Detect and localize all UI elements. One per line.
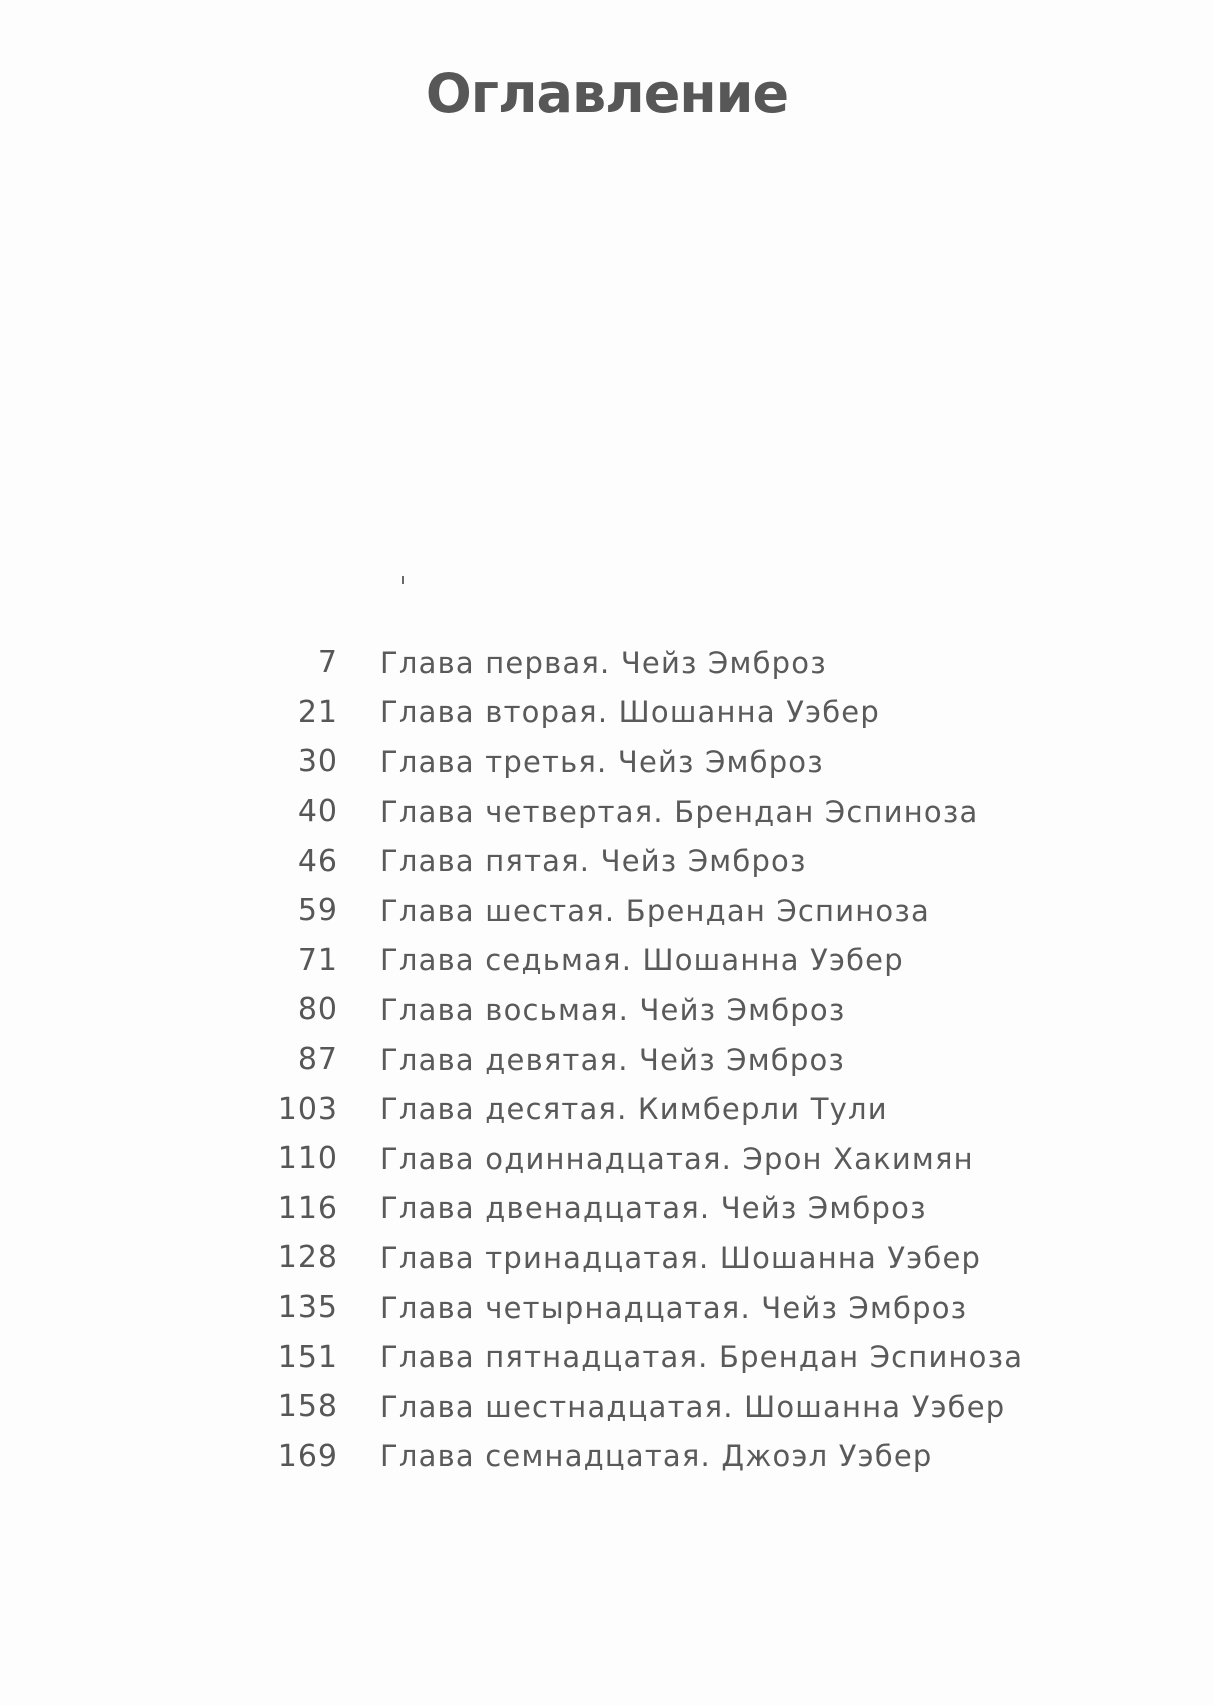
toc-entry[interactable] [0, 1283, 1214, 1333]
toc-page-number: 169 [277, 1438, 338, 1474]
toc-chapter-title: Глава восьмая. Чейз Эмброз [380, 992, 846, 1027]
toc-chapter-title: Глава первая. Чейз Эмброз [380, 645, 827, 680]
toc-page-number: 128 [277, 1240, 338, 1276]
toc-chapter-title: Глава четырнадцатая. Чейз Эмброз [380, 1290, 968, 1325]
toc-page-number: 30 [297, 744, 338, 780]
toc-entry[interactable] [0, 1432, 1214, 1482]
toc-chapter-title: Глава пятнадцатая. Брендан Эспиноза [380, 1340, 1024, 1375]
toc-page-number: 116 [277, 1190, 338, 1226]
toc-page-number: 59 [297, 893, 338, 929]
toc-page-number: 110 [277, 1141, 338, 1177]
toc-chapter-title: Глава десятая. Кимберли Тули [380, 1092, 888, 1127]
table-of-contents [0, 638, 1214, 1481]
toc-entry[interactable] [0, 638, 1214, 688]
toc-entry[interactable] [0, 936, 1214, 986]
toc-chapter-title: Глава тринадцатая. Шошанна Уэбер [380, 1240, 982, 1275]
toc-chapter-title: Глава семнадцатая. Джоэл Уэбер [380, 1439, 933, 1474]
toc-chapter-title: Глава седьмая. Шошанна Уэбер [380, 943, 904, 978]
toc-entry[interactable] [0, 1134, 1214, 1184]
toc-page-number: 158 [277, 1389, 338, 1425]
toc-chapter-title: Глава шестая. Брендан Эспиноза [380, 893, 930, 928]
toc-entry[interactable] [0, 787, 1214, 837]
toc-chapter-title: Глава шестнадцатая. Шошанна Уэбер [380, 1389, 1006, 1424]
toc-chapter-title: Глава вторая. Шошанна Уэбер [380, 695, 880, 730]
toc-page-number: 87 [297, 1042, 338, 1078]
toc-chapter-title: Глава четвертая. Брендан Эспиноза [380, 794, 979, 829]
toc-chapter-title: Глава девятая. Чейз Эмброз [380, 1042, 846, 1077]
toc-page-number: 46 [297, 843, 338, 879]
toc-entry[interactable] [0, 1332, 1214, 1382]
stray-mark [402, 576, 404, 584]
toc-chapter-title: Глава пятая. Чейз Эмброз [380, 844, 807, 879]
toc-entry[interactable] [0, 1184, 1214, 1234]
toc-page-number: 151 [277, 1339, 338, 1375]
toc-entry[interactable] [0, 688, 1214, 738]
toc-page-number: 103 [277, 1091, 338, 1127]
toc-page-number: 7 [317, 645, 338, 681]
toc-page-number: 80 [297, 992, 338, 1028]
toc-entry[interactable] [0, 1233, 1214, 1283]
toc-chapter-title: Глава одиннадцатая. Эрон Хакимян [380, 1141, 974, 1176]
page-title: Оглавление [425, 62, 789, 126]
toc-entry[interactable] [0, 737, 1214, 787]
toc-entry[interactable] [0, 886, 1214, 936]
toc-page-number: 135 [277, 1290, 338, 1326]
toc-entry[interactable] [0, 1382, 1214, 1432]
toc-entry[interactable] [0, 1035, 1214, 1085]
toc-chapter-title: Глава двенадцатая. Чейз Эмброз [380, 1191, 927, 1226]
toc-entry[interactable] [0, 836, 1214, 886]
toc-page-number: 71 [297, 942, 338, 978]
toc-page-number: 40 [297, 794, 338, 830]
toc-entry[interactable] [0, 985, 1214, 1035]
toc-entry[interactable] [0, 1084, 1214, 1134]
toc-page-number: 21 [297, 694, 338, 730]
toc-chapter-title: Глава третья. Чейз Эмброз [380, 744, 824, 779]
